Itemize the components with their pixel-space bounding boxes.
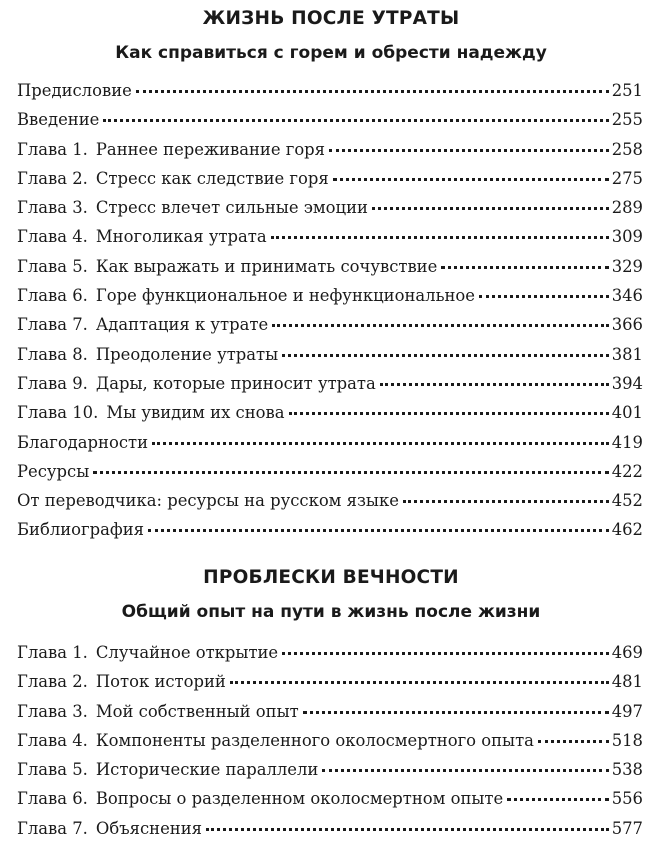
toc-entry[interactable] bbox=[17, 460, 643, 489]
dot-leader bbox=[103, 119, 608, 122]
dot-leader bbox=[148, 529, 609, 532]
dot-leader bbox=[303, 711, 609, 714]
page-number: 481 bbox=[611, 672, 643, 692]
toc-entry-title bbox=[17, 196, 368, 220]
toc-entry[interactable] bbox=[17, 108, 643, 137]
dot-leader bbox=[230, 681, 609, 684]
chapter-label: Глава 5. bbox=[17, 760, 88, 780]
chapter-label: Глава 2. bbox=[17, 168, 88, 188]
chapter-title: Благодарности bbox=[17, 432, 149, 452]
page-number: 329 bbox=[611, 256, 643, 276]
chapter-label: Глава 2. bbox=[17, 672, 88, 692]
chapter-label: Глава 9. bbox=[17, 373, 88, 393]
toc-entry[interactable] bbox=[17, 401, 643, 430]
chapter-title: Компоненты разделенного околосмертного опыта bbox=[95, 730, 534, 750]
toc-entry-title bbox=[17, 313, 268, 337]
page-number: 518 bbox=[611, 730, 643, 750]
chapter-label: Глава 10. bbox=[17, 403, 99, 423]
page-number: 422 bbox=[611, 461, 643, 481]
chapter-title: Адаптация к утрате bbox=[95, 315, 269, 335]
toc-entry[interactable] bbox=[17, 700, 643, 729]
page-number: 275 bbox=[611, 168, 643, 188]
toc-entry[interactable] bbox=[17, 372, 643, 401]
chapter-label: Глава 6. bbox=[17, 789, 88, 809]
chapter-title: Мой собственный опыт bbox=[95, 701, 299, 721]
toc-entry[interactable] bbox=[17, 196, 643, 225]
dot-leader bbox=[507, 798, 609, 801]
toc-entry-title bbox=[17, 343, 278, 367]
toc-entry-title bbox=[17, 729, 534, 753]
toc-entry-title bbox=[17, 431, 148, 455]
chapter-title: Раннее переживание горя bbox=[95, 139, 326, 159]
chapter-title: Введение bbox=[17, 110, 100, 130]
page-number: 452 bbox=[611, 491, 643, 511]
chapter-title: От переводчика: ресурсы на русском языке bbox=[17, 491, 399, 511]
toc-entry-title bbox=[17, 641, 278, 665]
chapter-title: Стресс влечет сильные эмоции bbox=[95, 198, 368, 218]
dot-leader bbox=[206, 828, 609, 831]
page-number: 366 bbox=[611, 315, 643, 335]
chapter-label: Глава 6. bbox=[17, 286, 88, 306]
page-number: 556 bbox=[611, 789, 643, 809]
toc-entry[interactable] bbox=[17, 255, 643, 284]
toc-entry[interactable] bbox=[17, 641, 643, 670]
toc-entry-title bbox=[17, 167, 329, 191]
dot-leader bbox=[289, 412, 609, 415]
page-number: 419 bbox=[611, 432, 643, 452]
page-number: 258 bbox=[611, 139, 643, 159]
page-number: 381 bbox=[611, 344, 643, 364]
chapter-label: Глава 4. bbox=[17, 730, 88, 750]
dot-leader bbox=[380, 383, 609, 386]
page-number: 346 bbox=[611, 286, 643, 306]
chapter-label: Глава 3. bbox=[17, 701, 88, 721]
toc-entry[interactable] bbox=[17, 758, 643, 787]
dot-leader bbox=[93, 471, 608, 474]
dot-leader bbox=[152, 442, 609, 445]
toc-entry-title bbox=[17, 284, 475, 308]
dot-leader bbox=[329, 149, 609, 152]
chapter-title: Горе функциональное и нефункциональное bbox=[95, 286, 475, 306]
page-number: 469 bbox=[611, 643, 643, 662]
page-number: 462 bbox=[611, 520, 643, 540]
toc-entry[interactable] bbox=[17, 167, 643, 196]
toc-entry[interactable] bbox=[17, 313, 643, 342]
page-number: 251 bbox=[611, 81, 643, 100]
dot-leader bbox=[403, 500, 609, 503]
toc-entry[interactable] bbox=[17, 787, 643, 816]
page-number: 497 bbox=[611, 701, 643, 721]
chapter-title: Случайное открытие bbox=[95, 643, 279, 662]
toc-entry-title bbox=[17, 225, 267, 249]
toc-entry-title bbox=[17, 372, 376, 396]
toc-entry[interactable] bbox=[17, 79, 643, 108]
dot-leader bbox=[136, 90, 609, 93]
toc-entry-title bbox=[17, 79, 132, 103]
page-number: 401 bbox=[611, 403, 643, 423]
chapter-label: Глава 4. bbox=[17, 227, 88, 247]
toc-entry-title bbox=[17, 758, 318, 782]
dot-leader bbox=[282, 354, 609, 357]
chapter-title: Исторические параллели bbox=[95, 760, 319, 780]
toc-entry[interactable] bbox=[17, 138, 643, 167]
chapter-label: Глава 7. bbox=[17, 315, 88, 335]
toc-entry[interactable] bbox=[17, 817, 643, 846]
dot-leader bbox=[479, 295, 609, 298]
chapter-label: Глава 3. bbox=[17, 198, 88, 218]
chapter-title: Предисловие bbox=[17, 81, 132, 100]
page-number: 289 bbox=[611, 198, 643, 218]
toc-entry-title bbox=[17, 787, 503, 811]
toc-entry[interactable] bbox=[17, 431, 643, 460]
chapter-title: Стресс как следствие горя bbox=[95, 168, 329, 188]
dot-leader bbox=[271, 236, 609, 239]
dot-leader bbox=[441, 266, 608, 269]
page-number: 394 bbox=[611, 373, 643, 393]
page-number: 577 bbox=[611, 818, 643, 838]
toc-entry-title bbox=[17, 670, 226, 694]
toc-entry-title bbox=[17, 255, 437, 279]
section-title: ЖИЗНЬ ПОСЛЕ УТРАТЫ bbox=[202, 8, 460, 29]
chapter-label: Глава 5. bbox=[17, 256, 88, 276]
toc-entry-title bbox=[17, 108, 99, 132]
dot-leader bbox=[322, 769, 608, 772]
section-title: ПРОБЛЕСКИ ВЕЧНОСТИ bbox=[203, 567, 459, 588]
toc-list bbox=[17, 79, 643, 548]
section-subtitle: Общий опыт на пути в жизнь после жизни bbox=[121, 602, 541, 622]
chapter-label: Глава 1. bbox=[17, 139, 88, 159]
chapter-label: Глава 8. bbox=[17, 344, 88, 364]
toc-entry-title bbox=[17, 817, 202, 841]
chapter-title: Библиография bbox=[17, 520, 144, 540]
toc-entry[interactable] bbox=[17, 284, 643, 313]
dot-leader bbox=[272, 324, 609, 327]
toc-entry[interactable] bbox=[17, 729, 643, 758]
dot-leader bbox=[538, 740, 609, 743]
chapter-title: Многоликая утрата bbox=[95, 227, 267, 247]
chapter-title: Преодоление утраты bbox=[95, 344, 279, 364]
toc-entry[interactable] bbox=[17, 343, 643, 372]
toc-entry-title bbox=[17, 489, 399, 513]
chapter-title: Дары, которые приносит утрата bbox=[95, 373, 376, 393]
section-subtitle: Как справиться с горем и обрести надежду bbox=[115, 43, 547, 63]
toc-list bbox=[17, 641, 643, 846]
chapter-title: Мы увидим их снова bbox=[106, 403, 285, 423]
page-number: 309 bbox=[611, 227, 643, 247]
toc-entry-title bbox=[17, 518, 144, 542]
toc-entry-title bbox=[17, 138, 325, 162]
chapter-title: Объяснения bbox=[95, 818, 202, 838]
page-number: 255 bbox=[611, 110, 643, 130]
chapter-label: Глава 1. bbox=[17, 643, 88, 662]
toc-entry-title bbox=[17, 460, 89, 484]
toc-entry[interactable] bbox=[17, 518, 643, 547]
chapter-title: Ресурсы bbox=[17, 461, 90, 481]
dot-leader bbox=[372, 207, 609, 210]
dot-leader bbox=[282, 652, 609, 655]
toc-entry[interactable] bbox=[17, 225, 643, 254]
chapter-title: Поток историй bbox=[95, 672, 226, 692]
page-number: 538 bbox=[611, 760, 643, 780]
chapter-label: Глава 7. bbox=[17, 818, 88, 838]
toc-entry-title bbox=[17, 700, 299, 724]
toc-entry-title bbox=[17, 401, 285, 425]
chapter-title: Как выражать и принимать сочувствие bbox=[95, 256, 438, 276]
dot-leader bbox=[333, 178, 609, 181]
toc-entry[interactable] bbox=[17, 670, 643, 699]
chapter-title: Вопросы о разделенном околосмертном опыте bbox=[95, 789, 504, 809]
toc-entry[interactable] bbox=[17, 489, 643, 518]
